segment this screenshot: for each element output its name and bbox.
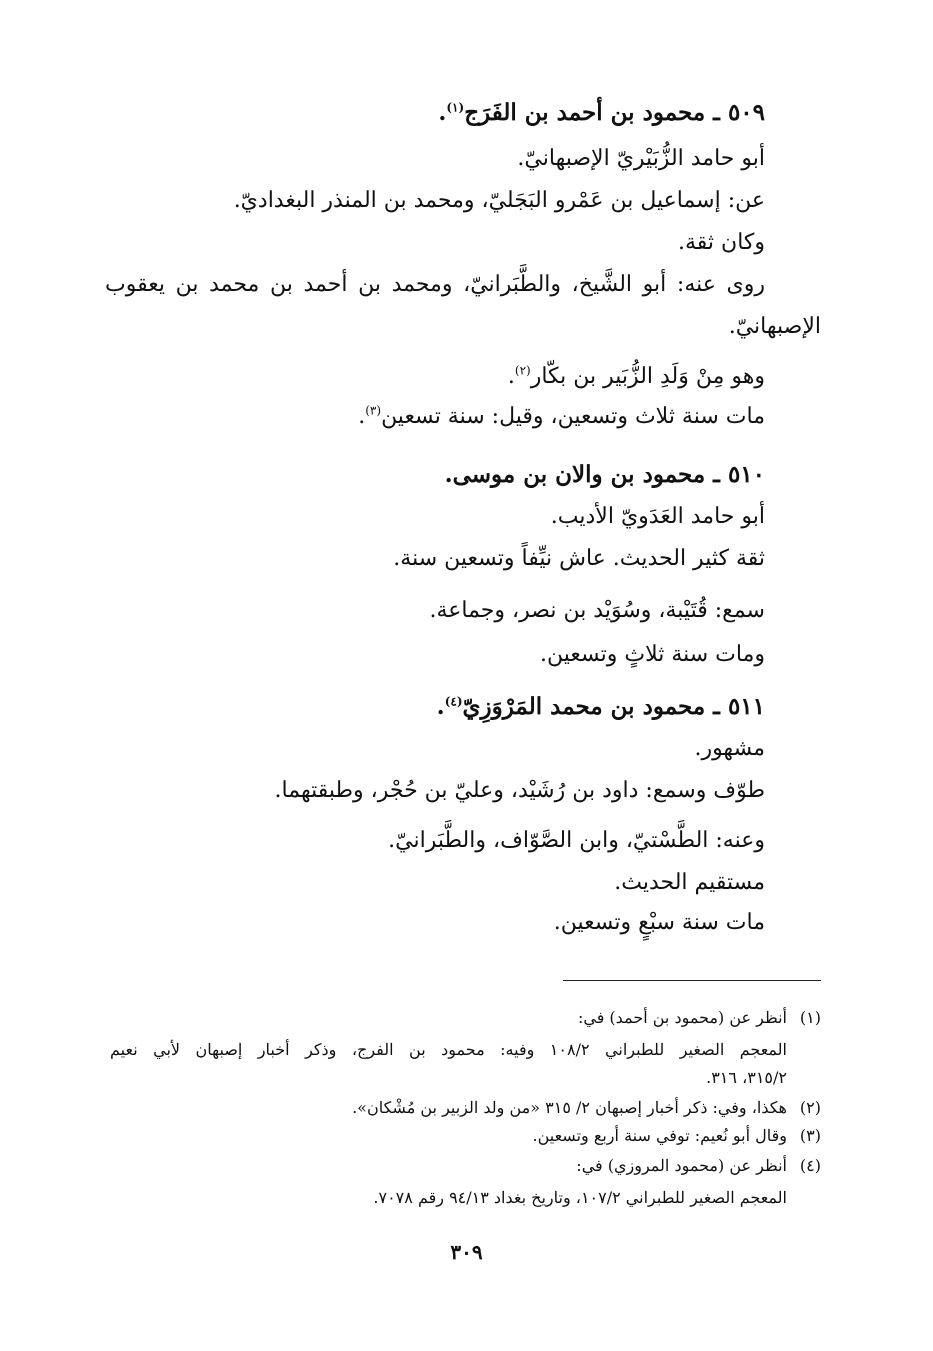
entry-line: مستقيم الحديث. bbox=[614, 870, 765, 895]
footnote-text: أنظر عن (محمود بن أحمد) في: bbox=[577, 1008, 787, 1027]
footnote-1-line: ٣١٥/٢، ٣١٦. bbox=[706, 1068, 787, 1087]
entry-line: مات سنة ثلاث وتسعين، وقيل: سنة تسعين$^{(٣)}$. bbox=[358, 403, 765, 429]
footnote-1 bbox=[578, 1006, 821, 1030]
footnote-4-line: المعجم الصغير للطبراني ١٠٧/٢، وتاريخ بغداد ٩٤/١٣ رقم ٧٠٧٨. bbox=[373, 1188, 787, 1207]
heading-period: . bbox=[436, 693, 445, 720]
entry-line: عن: إسماعيل بن عَمْرو البَجَليّ، ومحمد بن المنذر البغداديّ. bbox=[233, 188, 765, 213]
entry-line-text: وهو مِنْ وَلَدِ الزُّبَير بن بكّار bbox=[530, 364, 765, 389]
footnote-number: (٣) bbox=[799, 1126, 821, 1145]
entry-line: الإصبهانيّ. bbox=[728, 314, 821, 339]
entry-line: ثقة كثير الحديث. عاش نيِّفاً وتسعين سنة. bbox=[393, 546, 765, 571]
entry-line: روى عنه: أبو الشَّيخ، والطَّبَرانيّ، ومحمد بن أحمد بن محمد بن يعقوب bbox=[105, 272, 765, 297]
page-number: ٣٠٩ bbox=[450, 1240, 483, 1264]
entry-heading-511 bbox=[437, 690, 765, 724]
entry-line: طوّف وسمع: داود بن رُشَيْد، وعليّ بن حُجْر، وطبقتهما. bbox=[274, 778, 765, 803]
footnote-text: أنظر عن (محمود المروزي) في: bbox=[576, 1156, 787, 1175]
entry-line: سمع: قُتَيْبة، وسُوَيْد بن نصر، وجماعة. bbox=[429, 598, 765, 623]
footnote-4 bbox=[576, 1154, 821, 1178]
footnote-ref-2: (٢) bbox=[514, 363, 531, 378]
footnote-ref-4: (٤) bbox=[444, 694, 463, 709]
entry-line: مشهور. bbox=[694, 736, 765, 761]
entry-line-text: مات سنة ثلاث وتسعين، وقيل: سنة تسعين bbox=[381, 404, 765, 429]
entry-heading-text: ٥٠٩ ـ محمود بن أحمد بن الفَرَج bbox=[464, 99, 765, 126]
footnote-number: (٤) bbox=[799, 1156, 821, 1175]
footnote-3 bbox=[532, 1124, 821, 1148]
entry-heading-510: ٥١٠ ـ محمود بن والان بن موسى. bbox=[444, 461, 765, 488]
footnote-number: (١) bbox=[799, 1008, 821, 1027]
footnote-text: هكذا، وفي: ذكر أخبار إصبهان ٢/ ٣١٥ «من ولد الزبير بن مُشْكان». bbox=[352, 1098, 787, 1117]
entry-line: وهو مِنْ وَلَدِ الزُّبَير بن بكّار$^{(٢)}$. bbox=[507, 363, 765, 389]
entry-line: أبو حامد الزُّبَيْريّ الإصبهانيّ. bbox=[517, 146, 765, 171]
footnote-text: وقال أبو نُعيم: توفي سنة أربع وتسعين. bbox=[532, 1126, 787, 1145]
footnote-ref-3: (٣) bbox=[365, 403, 382, 418]
entry-line: أبو حامد العَدَويّ الأديب. bbox=[550, 504, 765, 529]
heading-period: . bbox=[438, 99, 447, 126]
footnote-divider bbox=[563, 980, 821, 981]
footnote-number: (٢) bbox=[799, 1098, 821, 1117]
entry-line: مات سنة سبْعٍ وتسعين. bbox=[553, 910, 765, 935]
entry-line: وكان ثقة. bbox=[678, 230, 765, 255]
footnote-ref-1: (١) bbox=[446, 100, 465, 115]
entry-line: ومات سنة ثلاثٍ وتسعين. bbox=[540, 642, 765, 667]
entry-heading-509 bbox=[438, 96, 765, 130]
footnote-2 bbox=[352, 1096, 821, 1120]
entry-heading-text: ٥١١ ـ محمود بن محمد المَرْوَزِيّ bbox=[462, 693, 765, 720]
entry-line: وعنه: الطَّسْتيّ، وابن الصَّوّاف، والطَّبَرانيّ. bbox=[388, 828, 765, 853]
footnote-1-line: المعجم الصغير للطبراني ١٠٨/٢ وفيه: محمود بن الفرج، وذكر أخبار إصبهان لأبي نعيم bbox=[110, 1040, 787, 1059]
